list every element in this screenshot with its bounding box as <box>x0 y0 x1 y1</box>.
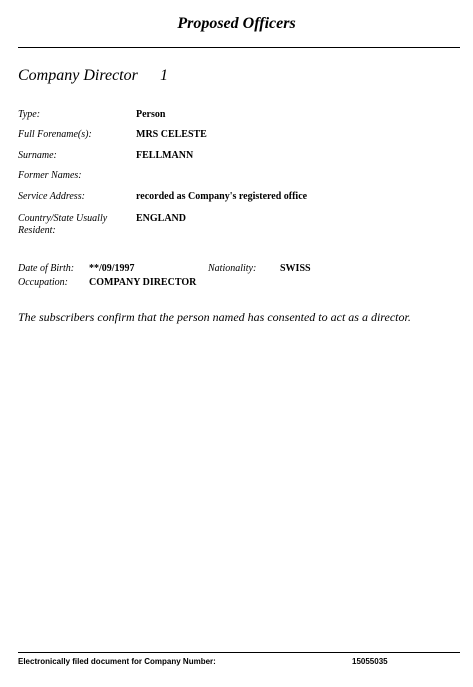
nationality-value: SWISS <box>280 263 311 274</box>
footer-divider <box>18 652 460 653</box>
footer-label: Electronically filed document for Company Number: <box>18 657 216 666</box>
country-label: Country/State Usually Resident: <box>18 213 108 236</box>
service-address-label: Service Address: <box>18 191 85 202</box>
page-title: Proposed Officers <box>177 15 296 32</box>
nationality-label: Nationality: <box>208 263 257 274</box>
dob-label: Date of Birth: <box>18 263 75 274</box>
former-names-label: Former Names: <box>18 170 82 181</box>
section-heading: Company Director <box>18 67 138 84</box>
type-value: Person <box>136 109 166 120</box>
surname-label: Surname: <box>18 150 57 161</box>
country-value: ENGLAND <box>136 213 187 224</box>
surname-value: FELLMANN <box>136 150 194 161</box>
dob-value: **/09/1997 <box>89 263 135 274</box>
director-number: 1 <box>160 67 168 84</box>
type-label: Type: <box>18 109 41 120</box>
consent-statement: The subscribers confirm that the person named has consented to act as a director. <box>18 310 411 324</box>
service-address-value: recorded as Company's registered office <box>136 191 308 202</box>
forenames-label: Full Forename(s): <box>18 129 92 140</box>
occupation-value: COMPANY DIRECTOR <box>89 277 197 288</box>
forenames-value: MRS CELESTE <box>136 129 207 140</box>
header-divider <box>18 47 460 48</box>
occupation-label: Occupation: <box>18 277 68 288</box>
company-number: 15055035 <box>352 657 388 666</box>
